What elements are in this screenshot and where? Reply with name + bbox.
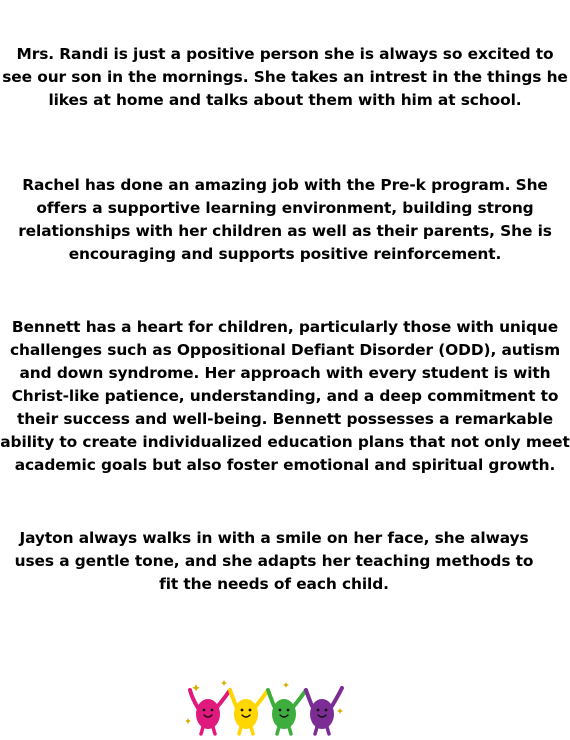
holding-hands-friends-icon — [186, 678, 348, 736]
testimonial-bennett: Bennett has a heart for children, particularly those with unique challenges such as Oppositional Defiant Disorder (ODD), autism and down syndrome. Her approach with every student is with Christ-like patience, understanding, and a deep commitment to their success and well-being. Bennett possesses a remarkable ability to create individualized education plans that not only meet academic goals but also foster emotional and spiritual growth. — [0, 318, 570, 474]
testimonial-jayton: Jayton always walks in with a smile on her face, she always uses a gentle tone, and she adapts her teaching methods to fit the needs of each child. — [14, 529, 534, 593]
testimonial-randi: Mrs. Randi is just a positive person she is always so excited to see our son in the mornings. She takes an intrest in the things he likes at home and talks about them with him at school. — [2, 45, 568, 109]
testimonial-rachel: Rachel has done an amazing job with the Pre-k program. She offers a supportive learning environment, building strong relationships with her children as well as their parents, She is encouraging and supports positive reinforcement. — [18, 176, 552, 263]
